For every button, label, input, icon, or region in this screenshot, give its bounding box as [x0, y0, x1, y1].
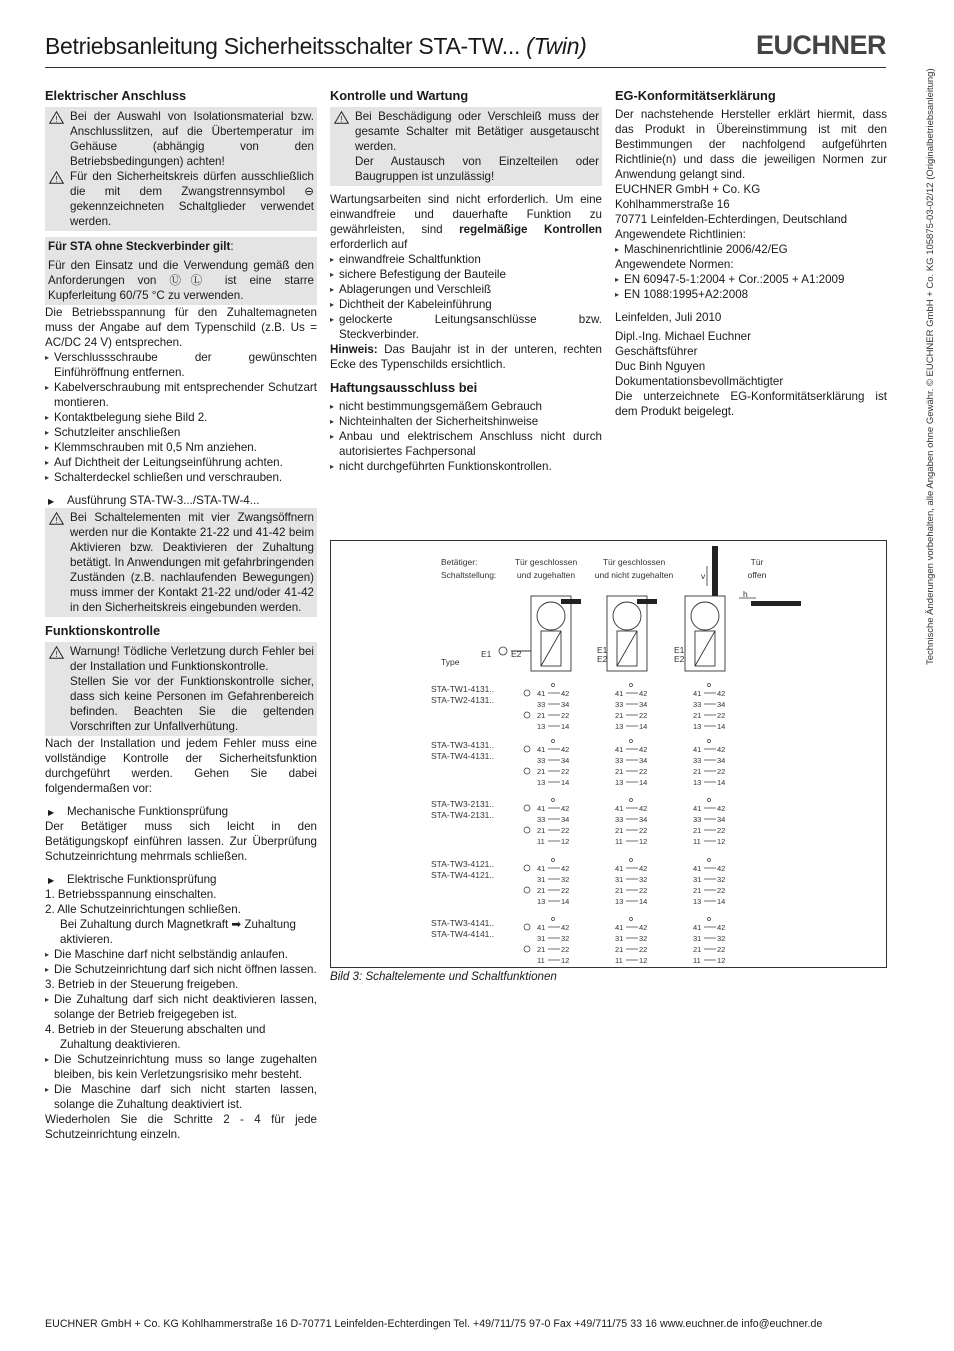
title-main: Betriebsanleitung Sicherheitsschalter STA-TW...: [45, 33, 521, 59]
contact-number: 22: [561, 711, 570, 720]
betriebsspannung-text: Die Betriebsspannung für den Zuhaltemagneten muss der Angabe auf dem Typenschild (z.B. Us = AC/DC 24 V) entsprechen.: [45, 306, 317, 349]
column-1: [45, 88, 317, 1142]
footer: EUCHNER GmbH + Co. KG Kohlhammerstraße 16 D-70771 Leinfelden-Echterdingen Tel. +49/711/75 97-0 Fax +49/711/75 33 16 www.euchner.de info@euchner.de: [45, 1318, 823, 1330]
positive-opening-icon: [524, 746, 530, 752]
list-item: ▸ EN 1088:1995+A2:2008: [615, 287, 887, 302]
contact-number: 22: [561, 945, 570, 954]
contact-number: 34: [639, 756, 648, 765]
list-item: ▸ Dichtheit der Kabeleinführung: [330, 297, 602, 312]
list-item: ▸ Kontaktbelegung siehe Bild 2.: [45, 410, 317, 425]
fig-e2: E2: [511, 649, 522, 659]
warning-icon: [49, 111, 64, 124]
contact-number: 21: [693, 711, 702, 720]
contact-number: 34: [561, 700, 570, 709]
contact-number: 41: [615, 864, 624, 873]
contact-number: 13: [537, 778, 546, 787]
type-label: STA-TW4-4121..: [431, 870, 495, 880]
contact-number: 22: [717, 886, 726, 895]
contact-actuator: [708, 918, 711, 921]
contact-number: 11: [537, 956, 545, 965]
contact-number: 14: [639, 778, 648, 787]
contact-number: 32: [639, 875, 648, 884]
contact-number: 22: [639, 826, 648, 835]
ausfuehrung-label: ▶ Ausführung STA-TW-3.../STA-TW-4...: [45, 493, 317, 508]
warning-box-2: [45, 508, 317, 617]
warning-icon: [49, 646, 64, 659]
heading-eg-konformitaet: EG-Konformitätserklärung: [615, 88, 776, 103]
contact-number: 22: [561, 767, 570, 776]
contact-number: 33: [693, 815, 702, 824]
mechanische-pruefung-label: ▶ Mechanische Funktionsprüfung: [45, 804, 317, 819]
warning-icon: [49, 171, 64, 184]
fig-e1c: E1: [674, 645, 685, 655]
contact-number: 41: [537, 864, 546, 873]
signatory-role: Geschäftsführer: [615, 345, 698, 358]
actuator-horizontal: [751, 601, 801, 606]
contact-number: 31: [537, 875, 546, 884]
type-label: STA-TW3-4121..: [431, 859, 495, 869]
contact-number: 12: [561, 837, 570, 846]
list-item: ▸ Anbau und elektrischem Anschluss nicht durch autorisiertes Fachpersonal: [330, 429, 602, 459]
haftung-list: [330, 399, 602, 474]
contact-number: 22: [561, 886, 570, 895]
contact-number: 14: [561, 778, 570, 787]
contact-number: 21: [615, 711, 624, 720]
type-label: STA-TW4-4131..: [431, 751, 495, 761]
contact-actuator: [630, 740, 633, 743]
eg-closing: Die unterzeichnete EG-Konformitätserklärung ist dem Produkt beigelegt.: [615, 390, 887, 418]
contact-number: 42: [561, 864, 570, 873]
contact-number: 41: [537, 745, 546, 754]
fig-e1b: E1: [597, 645, 608, 655]
contact-number: 41: [693, 689, 702, 698]
contact-number: 13: [615, 722, 624, 731]
wiederholen-text: Wiederholen Sie die Schritte 2 - 4 für jede Schutzeinrichtung einzeln.: [45, 1113, 317, 1141]
fig-col3-a: Tür: [750, 557, 764, 567]
contact-number: 21: [693, 945, 702, 954]
nach-installation-text: Nach der Installation und jedem Fehler muss eine vollständige Kontrolle der Sicherheitsfunktion durchgeführt werden. Gehen Sie dabei folgendermaßen vor:: [45, 737, 317, 795]
contact-number: 21: [537, 945, 546, 954]
contact-number: 34: [561, 815, 570, 824]
contact-actuator: [552, 859, 555, 862]
contact-number: 13: [693, 897, 702, 906]
contact-number: 14: [717, 778, 726, 787]
coil-symbol: [499, 647, 507, 655]
contact-actuator: [708, 859, 711, 862]
signatory-name: Duc Binh Nguyen: [615, 360, 706, 373]
hinweis-text: Hinweis: Das Baujahr ist in der unteren, rechten Ecke des Typenschilds ersichtlich.: [330, 343, 602, 371]
contact-actuator: [630, 918, 633, 921]
step-2-detail: Bei Zuhaltung durch Magnetkraft ➡ Zuhaltung aktivieren.: [60, 918, 296, 946]
contact-number: 11: [615, 956, 623, 965]
contact-actuator: [552, 740, 555, 743]
contact-number: 32: [717, 875, 726, 884]
type-label: STA-TW4-4141..: [431, 929, 495, 939]
mechanische-pruefung-text: Der Betätiger muss sich leicht in den Betätigungskopf einführen lassen. Zur Überprüfung Schutzeinrichtung mehrmals schließen.: [45, 820, 317, 863]
contact-number: 42: [639, 923, 648, 932]
contact-number: 21: [693, 767, 702, 776]
contact-number: 12: [561, 956, 570, 965]
positive-opening-icon: [524, 690, 530, 696]
contact-number: 13: [615, 778, 624, 787]
svg-text:!: !: [340, 115, 343, 124]
step-3: 3. Betrieb in der Steuerung freigeben.: [45, 978, 239, 991]
contact-number: 42: [561, 804, 570, 813]
contact-number: 32: [561, 875, 570, 884]
contact-number: 12: [717, 837, 726, 846]
contact-number: 34: [717, 700, 726, 709]
type-label: STA-TW1-4131..: [431, 684, 495, 694]
type-label: STA-TW3-4131..: [431, 740, 495, 750]
contact-actuator: [630, 799, 633, 802]
contact-number: 33: [615, 700, 624, 709]
positive-opening-icon: [524, 712, 530, 718]
positive-opening-icon: [524, 768, 530, 774]
contact-number: 14: [717, 722, 726, 731]
warning-box-4: [330, 107, 602, 186]
contact-number: 22: [639, 945, 648, 954]
step-4: 4. Betrieb in der Steuerung abschalten und Zuhaltung deaktivieren.: [45, 1023, 266, 1051]
contact-number: 42: [717, 864, 726, 873]
fig-col1-a: Tür geschlossen: [514, 557, 578, 567]
header-rule: [45, 67, 886, 68]
warning-box-1: [45, 107, 317, 231]
positive-opening-icon: [524, 887, 530, 893]
contact-number: 14: [561, 722, 570, 731]
contact-number: 22: [639, 767, 648, 776]
list-item: ▸ Verschlussschraube der gewünschten Einführöffnung entfernen.: [45, 350, 317, 380]
heading-kontrolle-wartung: Kontrolle und Wartung: [330, 88, 469, 103]
contact-number: 11: [693, 837, 701, 846]
contact-number: 41: [615, 804, 624, 813]
warning-icon: [334, 111, 349, 124]
fig-col1-b: und zugehalten: [516, 570, 576, 580]
contact-number: 41: [693, 923, 702, 932]
contact-number: 33: [537, 815, 546, 824]
contact-number: 22: [717, 711, 726, 720]
contact-number: 31: [693, 934, 702, 943]
svg-text:!: !: [55, 650, 58, 659]
normen-head: Angewendete Normen:: [615, 258, 734, 271]
fig-col2-a: Tür geschlossen: [602, 557, 666, 567]
eg-intro: Der nachstehende Hersteller erklärt hiermit, dass das Produkt in Übereinstimmung ist mit den Bestimmungen der nachfolgend aufgeführten Richtlinie(n) und dass die jeweiligen Normen zur Anwendung gelangt sind.: [615, 108, 887, 181]
warning-personen: Stellen Sie vor der Funktionskontrolle sicher, dass sich keine Personen im Gefahrenbereich befinden. Beachten Sie die geltenden Vorschriften zur Unfallverhütung.: [70, 675, 314, 733]
contact-number: 22: [717, 945, 726, 954]
contact-number: 33: [615, 815, 624, 824]
figure-caption: Bild 3: Schaltelemente und Schaltfunktionen: [330, 970, 557, 983]
title-italic: (Twin): [526, 33, 587, 59]
signatory-role: Dokumentationsbevollmächtigter: [615, 375, 784, 388]
type-label: STA-TW2-4131..: [431, 695, 495, 705]
contact-number: 31: [693, 875, 702, 884]
contact-number: 41: [693, 864, 702, 873]
contact-number: 34: [561, 756, 570, 765]
heading-funktionskontrolle: Funktionskontrolle: [45, 623, 161, 638]
elektrische-pruefung-label: ▶ Elektrische Funktionsprüfung: [45, 872, 317, 887]
contact-actuator: [708, 799, 711, 802]
contact-number: 41: [537, 689, 546, 698]
address-line: 70771 Leinfelden-Echterdingen, Deutschland: [615, 213, 848, 226]
contact-number: 14: [639, 897, 648, 906]
contact-number: 34: [639, 815, 648, 824]
contact-number: 14: [717, 897, 726, 906]
sta-info-box: Für STA ohne Steckverbinder gilt: Für den Einsatz und die Verwendung gemäß den Anforderungen von ⓊⓁ ist eine starre Kupferleitung 60/75 °C zu verwenden.: [45, 237, 317, 305]
contact-number: 31: [615, 875, 624, 884]
contact-number: 13: [693, 778, 702, 787]
contact-number: 22: [639, 711, 648, 720]
contact-number: 42: [561, 745, 570, 754]
warning-vier-zwangsoeffner: ! Bei Schaltelementen mit vier Zwangsöffnern werden nur die Kontakte 21-22 und 41-42 beim Aktivieren bzw. Deaktivieren der Zuhaltung betätigt. In Anwendungen mit gefahrbringenden Zuständen (z.B. nachlaufenden Bewegungen) muss immer der Kontakt 21-22 und/oder 41-42 in den Sicherheitskreis eingebunden werden.: [48, 510, 314, 615]
type-label: STA-TW3-2131..: [431, 799, 495, 809]
contact-number: 21: [537, 711, 546, 720]
list-item: ▸ Schutzleiter anschließen: [45, 425, 317, 440]
contact-actuator: [630, 684, 633, 687]
contact-number: 11: [615, 837, 623, 846]
figure-schaltelemente: [330, 540, 887, 968]
list-item: ▸ nicht bestimmungsgemäßem Gebrauch: [330, 399, 602, 414]
fig-label-betaetiger: Betätiger:: [441, 557, 478, 567]
list-item: ▸ EN 60947-5-1:2004 + Cor.:2005 + A1:2009: [615, 272, 887, 287]
fig-label-schaltstellung: Schaltstellung:: [441, 570, 497, 580]
warning-toedlich: ! Warnung! Tödliche Verletzung durch Fehler bei der Installation und Funktionskontrolle. Stellen Sie vor der Funktionskontrolle sicher, dass sich keine Personen im Gefahrenbereich befinden. Beachten Sie die geltenden Vorschriften zur Unfallverhütung.: [48, 644, 314, 734]
euchner-logo: EUCHNER: [755, 30, 886, 60]
fig-e2c: E2: [674, 654, 685, 664]
fig-h-label: h: [743, 589, 748, 599]
contact-number: 41: [615, 745, 624, 754]
svg-text:!: !: [55, 175, 58, 184]
contact-number: 21: [615, 945, 624, 954]
fig-e1: E1: [481, 649, 492, 659]
install-steps-list: [45, 350, 317, 485]
svg-text:!: !: [55, 516, 58, 525]
type-label: STA-TW4-2131..: [431, 810, 495, 820]
contact-number: 13: [615, 897, 624, 906]
contact-number: 34: [717, 815, 726, 824]
wartung-list: [330, 252, 602, 342]
page-title: [45, 33, 587, 60]
contact-number: 12: [639, 837, 648, 846]
contact-number: 22: [717, 826, 726, 835]
contact-actuator: [708, 684, 711, 687]
contact-number: 42: [561, 923, 570, 932]
contact-number: 12: [717, 956, 726, 965]
positive-opening-icon: [524, 805, 530, 811]
address-line: Kohlhammerstraße 16: [615, 198, 730, 211]
contact-number: 13: [693, 722, 702, 731]
contact-number: 21: [615, 826, 624, 835]
contact-number: 21: [537, 826, 546, 835]
positive-opening-icon: [524, 946, 530, 952]
contact-number: 42: [639, 804, 648, 813]
heading-haftungsausschluss: Haftungsausschluss bei: [330, 380, 478, 395]
contact-number: 31: [615, 934, 624, 943]
list-item: ▸ Die Schutzeinrichtung muss so lange zugehalten bleiben, bis kein Verletzungsrisiko mehr besteht.: [45, 1052, 317, 1082]
contact-actuator: [708, 740, 711, 743]
contact-number: 41: [693, 745, 702, 754]
switching-diagram: [331, 541, 888, 969]
fig-e2b: E2: [597, 654, 608, 664]
contact-number: 11: [693, 956, 701, 965]
actuator-vertical: [712, 546, 718, 596]
column-2: [330, 88, 602, 474]
contact-number: 32: [639, 934, 648, 943]
contact-number: 41: [537, 923, 546, 932]
contact-number: 32: [717, 934, 726, 943]
contact-number: 21: [693, 886, 702, 895]
contact-number: 33: [693, 700, 702, 709]
list-item: ▸ Die Zuhaltung darf sich nicht deaktivieren lassen, solange der Betrieb freigegeben ist.: [45, 992, 317, 1022]
list-item: ▸ Maschinenrichtlinie 2006/42/EG: [615, 242, 887, 257]
contact-actuator: [552, 918, 555, 921]
contact-number: 42: [639, 864, 648, 873]
fig-col2-b: und nicht zugehalten: [594, 570, 674, 580]
list-item: ▸ Schalterdeckel schließen und verschrauben.: [45, 470, 317, 485]
contact-number: 42: [717, 923, 726, 932]
warning-zwangstrenn: ! Für den Sicherheitskreis dürfen ausschließlich die mit dem Zwangstrennsymbol ⊖ gekennzeichneten Schaltglieder verwendet werden.: [48, 169, 314, 229]
contact-number: 41: [615, 689, 624, 698]
contact-number: 41: [537, 804, 546, 813]
contact-number: 13: [537, 722, 546, 731]
contact-number: 22: [561, 826, 570, 835]
contact-number: 42: [717, 745, 726, 754]
list-item: ▸ Die Schutzeinrichtung darf sich nicht öffnen lassen.: [45, 962, 317, 977]
contact-number: 14: [639, 722, 648, 731]
contact-number: 11: [537, 837, 545, 846]
contact-number: 42: [717, 689, 726, 698]
positive-opening-icon: [524, 924, 530, 930]
list-item: ▸ Die Maschine darf sich nicht starten lassen, solange die Zuhaltung deaktiviert ist.: [45, 1082, 317, 1112]
list-item: ▸ Nichteinhalten der Sicherheitshinweise: [330, 414, 602, 429]
contact-number: 21: [615, 767, 624, 776]
contact-number: 42: [561, 689, 570, 698]
contact-number: 42: [639, 745, 648, 754]
fig-v-label: v: [701, 571, 706, 581]
contact-number: 21: [537, 886, 546, 895]
list-item: ▸ einwandfreie Schaltfunktion: [330, 252, 602, 267]
fig-type-label: Type: [441, 657, 460, 667]
contact-number: 42: [717, 804, 726, 813]
switch-head-1: [531, 596, 571, 671]
richtlinien-head: Angewendete Richtlinien:: [615, 228, 746, 241]
type-label: STA-TW3-4141..: [431, 918, 495, 928]
fig-col3-b: offen: [747, 570, 767, 580]
wartung-text: Wartungsarbeiten sind nicht erforderlich. Um eine einwandfreie und dauerhafte Funktion zu gewährleisten, sind regelmäßige Kontrollen erforderlich auf: [330, 193, 602, 251]
contact-number: 21: [537, 767, 546, 776]
contact-actuator: [630, 859, 633, 862]
step-1: 1. Betriebsspannung einschalten.: [45, 888, 217, 901]
svg-text:!: !: [55, 115, 58, 124]
contact-number: 22: [639, 886, 648, 895]
contact-number: 32: [561, 934, 570, 943]
list-item: ▸ sichere Befestigung der Bauteile: [330, 267, 602, 282]
contact-number: 14: [561, 897, 570, 906]
warning-box-3: [45, 642, 317, 736]
contact-number: 34: [717, 756, 726, 765]
list-item: ▸ Auf Dichtheit der Leitungseinführung achten.: [45, 455, 317, 470]
contact-number: 33: [537, 700, 546, 709]
place-date: Leinfelden, Juli 2010: [615, 311, 722, 324]
contact-number: 21: [615, 886, 624, 895]
contact-number: 33: [537, 756, 546, 765]
column-3: [615, 88, 887, 419]
step-2: 2. Alle Schutzeinrichtungen schließen.: [45, 903, 241, 916]
warning-icon: [49, 512, 64, 525]
contact-number: 22: [717, 767, 726, 776]
switch-head-3: [685, 596, 725, 671]
list-item: ▸ nicht durchgeführten Funktionskontrollen.: [330, 459, 602, 474]
contact-number: 41: [615, 923, 624, 932]
list-item: ▸ Kabelverschraubung mit entsprechender Schutzart montieren.: [45, 380, 317, 410]
warning-austausch: ! Bei Beschädigung oder Verschleiß muss der gesamte Schalter mit Betätiger ausgetauscht werden. Der Austausch von Einzelteilen oder Baugruppen ist unzulässig!: [333, 109, 599, 184]
heading-elektrischer-anschluss: Elektrischer Anschluss: [45, 88, 187, 103]
positive-opening-icon: [524, 827, 530, 833]
positive-opening-icon: [524, 865, 530, 871]
list-item: ▸ Die Maschine darf nicht selbständig anlaufen.: [45, 947, 317, 962]
switch-head-2: [607, 596, 647, 671]
signatory-name: Dipl.-Ing. Michael Euchner: [615, 330, 751, 343]
contact-number: 21: [693, 826, 702, 835]
contact-number: 34: [639, 700, 648, 709]
list-item: ▸ Ablagerungen und Verschleiß: [330, 282, 602, 297]
warning-isolation: ! Bei der Auswahl von Isolationsmaterial bzw. Anschlusslitzen, auf die Übertemperatur im Gehäuse (abhängig von den Betriebsbedingungen) achten!: [48, 109, 314, 169]
side-legal-text: Technische Änderungen vorbehalten, alle Angaben ohne Gewähr. © EUCHNER GmbH + Co. KG 105875-03-02/12 (Originalbetriebsanleitung): [925, 68, 936, 665]
contact-actuator: [552, 684, 555, 687]
address-line: EUCHNER GmbH + Co. KG: [615, 183, 761, 196]
contact-number: 12: [639, 956, 648, 965]
contact-number: 13: [537, 897, 546, 906]
contact-number: 31: [537, 934, 546, 943]
contact-actuator: [552, 799, 555, 802]
list-item: ▸ Klemmschrauben mit 0,5 Nm anziehen.: [45, 440, 317, 455]
contact-number: 33: [615, 756, 624, 765]
contact-number: 41: [693, 804, 702, 813]
contact-number: 42: [639, 689, 648, 698]
list-item: ▸ gelockerte Leitungsanschlüsse bzw. Steckverbinder.: [330, 312, 602, 342]
contact-number: 33: [693, 756, 702, 765]
